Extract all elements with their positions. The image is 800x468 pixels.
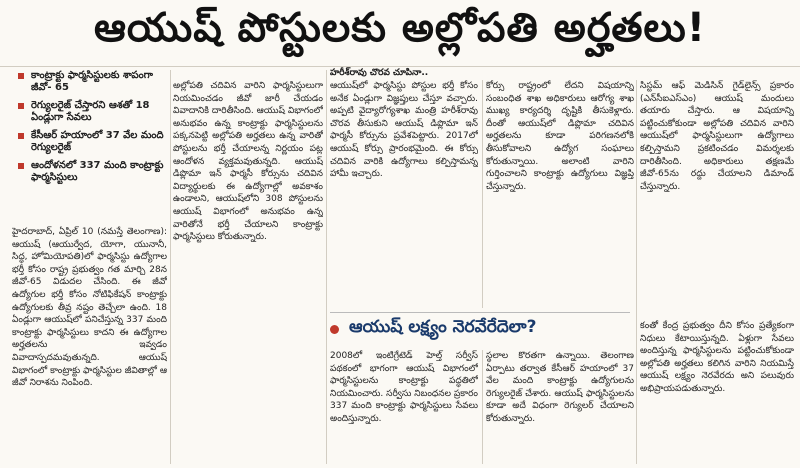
column-rule bbox=[482, 350, 483, 464]
highlight-item: కాంట్రాక్టు ఫార్మసిస్టులకు శాపంగా జీవో- 65 bbox=[18, 70, 168, 94]
article-column-6 bbox=[330, 350, 478, 464]
paragraph: కంతో కేంద్ర ప్రభుత్వం దీని కోసం ప్రత్యేకంగా నిధులు కేటాయిస్తున్నది. ఏళ్లుగా సేవలు అందిస్తున్న ఫార్మసిస్టులను పట్టించుకోకుండా అల్లోపతి అర్హతలు కలిగిన వారిని నియమిస్తే ఆయుష్ లక్ష్యం నెరవేరదు అని పలువురు అభిప్రాయపడుతున్నారు. bbox=[640, 321, 794, 394]
highlight-item: కేసీఆర్ హయాంలో 37 వేల మంది రెగ్యులరైజ్ bbox=[18, 130, 168, 154]
paragraph: హైదరాబాద్, ఏప్రిల్ 10 (నమస్తే తెలంగాణ): ఆయుష్ (ఆయుర్వేద, యోగా, యునానీ, సిద్ధ, హోమియోపతి)లో ఫార్మసిస్టు ఉద్యోగాల భర్తీ కోసం రాష్ట్ర ప్రభుత్వం గత మార్చి 28న జీవో-65 విడుదల చేసింది. ఈ జీవో ఉద్యోగుల భర్తీ కోసం నోటిఫికేషన్ కాంట్రాక్టు ఉద్యోగులకు తీవ్ర నష్టం తెచ్చేలా ఉంది. 18 ఏండ్లుగా ఆయుష్‌లో పనిచేస్తున్న 337 మంది కాంట్రాక్టు ఫార్మసిస్టులు కాదని ఈ ఉద్యోగాల అర్హతలను ఇవ్వడం వివాదాస్పదమవుతున్నది. ఆయుష్ విభాగంలో కాంట్రాక్టు ఫార్మసిస్టుల జీవితాల్లో ఆ జీవో నిరాశను నింపింది. bbox=[12, 227, 167, 389]
highlight-item: ఆందోళనలో 337 మంది కాంట్రాక్టు ఫార్మసిస్టులు bbox=[18, 160, 168, 184]
article-column-3 bbox=[330, 80, 478, 308]
column-rule bbox=[482, 80, 483, 308]
paragraph: 2008లో ఇంటిగ్రేటెడ్ హెల్త్ సర్వీస్ పథకంలో భాగంగా ఆయుష్ విభాగంలో ఫార్మసిస్టులను కాంట్రాక్టు పద్ధతిలో నియమించారు. సర్వీసు నిబంధనల ప్రకారం 337 మంది కాంట్రాక్టు ఫార్మసిస్టులు సేవలు అందిస్తున్నారు. bbox=[330, 351, 478, 424]
paragraph: సిస్టమ్ ఆఫ్ మెడిసిన్ గైడ్‌లైన్స్ ప్రకారం (ఎన్‌సీఐఎస్‌ఎం) ఆయుష్ మందులు తయారు చేస్తారు. ఆ విషయాన్ని పట్టించుకోకుండా అల్లోపతి చదివిన వారిని ఆయుష్‌లో ఫార్మసిస్టులుగా ఉద్యోగాలు కల్పిస్తామని ప్రకటించడం విమర్శలకు దారితీసింది. అధికారులు తక్షణమే జీవో-65ను రద్దు చేయాలని డిమాండ్ చేస్తున్నారు. bbox=[640, 81, 794, 192]
column-rule bbox=[170, 70, 171, 464]
article-column-7 bbox=[486, 350, 634, 464]
bullet-dot-icon bbox=[330, 325, 339, 334]
article-column-4 bbox=[486, 80, 634, 308]
column-rule bbox=[326, 70, 327, 464]
highlight-item: రెగ్యులరైజ్ చేస్తారని ఆశతో 18 ఏండ్లుగా సేవలు bbox=[18, 100, 168, 124]
section-heading: హరీశ్‌రావు చొరవ చూపినా.. bbox=[330, 68, 429, 78]
subheading: ఆయుష్ లక్ష్యం నెరవేరేదెలా? bbox=[349, 317, 537, 337]
article-column-2 bbox=[173, 80, 323, 464]
divider bbox=[0, 66, 800, 67]
paragraph: అల్లోపతి చదివిన వారిని ఫార్మసిస్టులుగా నియమించడం జీవో జారీ చేయడం వివాదానికి దారితీసింది. ఆయుష్ విభాగంలో అనుభవం ఉన్న కాంట్రాక్టు ఫార్మసిస్టులను పక్కనపెట్టి అల్లోపతి అర్హతలు ఉన్న వారితో పోస్టులను భర్తీ చేయాలన్న నిర్ణయం పట్ల ఆందోళన వ్యక్తమవుతున్నది. ఆయుష్ డిప్లొమా ఇన్ ఫార్మసీ కోర్సును చదివిన విద్యార్థులకు ఈ ఉద్యోగాల్లో అవకాశం ఉండాలని, ఆయుష్‌లోని 308 పోస్టులను ఆయుష్ విభాగంలో అనుభవం ఉన్న వారితోనే భర్తీ చేయాలని కాంట్రాక్టు ఫార్మసిస్టులు కోరుతున్నారు. bbox=[173, 81, 323, 243]
subheading-banner bbox=[330, 312, 630, 345]
paragraph: ఆయుష్‌లో ఫార్మసిస్టు పోస్టుల భర్తీ కోసం అనేక ఏండ్లుగా విజ్ఞప్తులు చేస్తూ వచ్చారు. అప్పటి వైద్యారోగ్యశాఖ మంత్రి హరీశ్‌రావు చొరవ తీసుకుని ఆయుష్ డిప్లొమా ఇన్ ఫార్మసీ కోర్సును ప్రవేశపెట్టారు. 2017లో ఆయుష్ కోర్సు ప్రారంభమైంది. ఈ కోర్సు చదివిన వారికి ఉద్యోగాలు కల్పిస్తామన్న హామీ ఇచ్చారు. bbox=[330, 81, 478, 180]
column-rule bbox=[636, 80, 637, 464]
article-column-5 bbox=[640, 80, 794, 308]
highlights-box bbox=[18, 70, 168, 190]
paragraph: స్థలాల కొరతగా ఉన్నాయి. తెలంగాణ ఏర్పాటు తర్వాత కేసీఆర్ హయాంలో 37 వేల మంది కాంట్రాక్టు ఉద్యోగులను రెగ్యులరైజ్ చేశారు. ఆయుష్ ఫార్మసిస్టులను కూడా అదే విధంగా రెగ్యులర్ చేయాలని కోరుతున్నారు. bbox=[486, 351, 634, 424]
paragraph: కోర్సు రాష్ట్రంలో లేదని విషయాన్ని సంబంధిత శాఖ అధికారులు ఆరోగ్య శాఖ ముఖ్య కార్యదర్శి దృష్టికి తీసుకెళ్లారు. దీంతో ఆయుష్‌లో డిప్లొమా చదివిన అర్హతలను కూడా పరిగణనలోకి తీసుకోవాలని ఉద్యోగ సంఘాలు కోరుతున్నాయి. అలాంటి వారిని గుర్తించాలని కాంట్రాక్టు ఉద్యోగులు విజ్ఞప్తి చేస్తున్నారు. bbox=[486, 81, 634, 192]
article-column-8 bbox=[640, 320, 794, 464]
headline: ఆయుష్ పోస్టులకు అల్లోపతి అర్హతలు! bbox=[94, 5, 706, 51]
article-column-1 bbox=[12, 226, 167, 464]
